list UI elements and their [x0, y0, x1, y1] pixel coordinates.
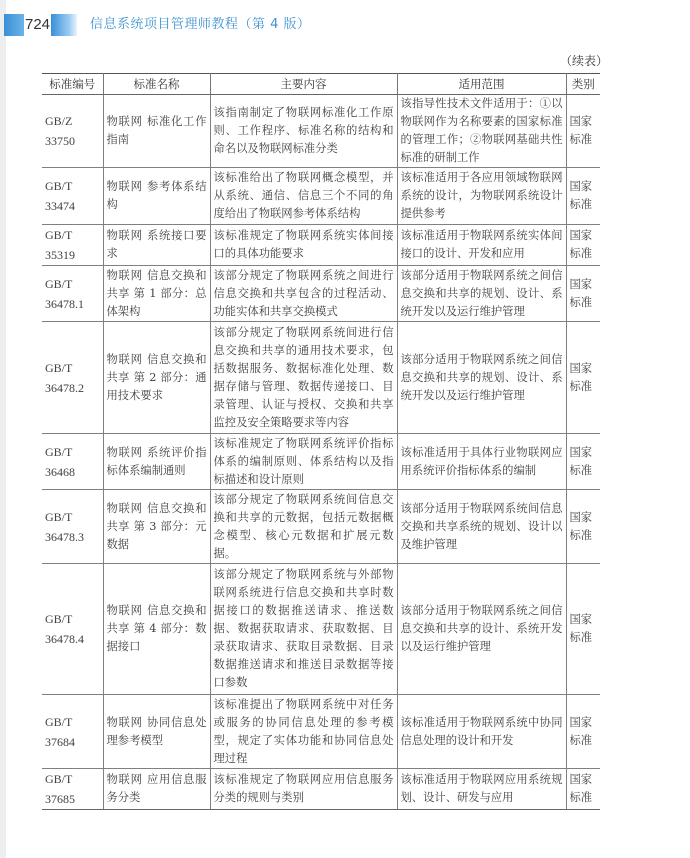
- cell-content: 该标准规定了物联网应用信息服务分类的规则与类别: [210, 769, 397, 810]
- cell-content: 该指南制定了物联网标准化工作原则、工作程序、标准名称的结构和命名以及物联网标准分类: [210, 95, 397, 168]
- page-edge: [0, 0, 6, 858]
- cell-scope: 该标准适用于物联网系统实体间接口的设计、开发和应用: [397, 225, 566, 266]
- book-title: 信息系统项目管理师教程（第 4 版）: [90, 17, 311, 32]
- cell-content: 该标准规定了物联网系统实体间接口的具体功能要求: [210, 225, 397, 266]
- cell-category: 国家 标准: [566, 769, 600, 810]
- column-header-content: 主要内容: [210, 74, 397, 95]
- column-header-scope: 适用范围: [397, 74, 566, 95]
- column-header-code: 标准编号: [42, 74, 103, 95]
- cell-name: 物联网 信息交换和共享 第 3 部分：元数据: [103, 490, 210, 564]
- cell-content: 该标准给出了物联网概念模型，并从系统、通信、信息三个不同的角度给出了物联网参考体系结构: [210, 168, 397, 225]
- cell-code: GB/Z 33750: [42, 95, 103, 168]
- table-row: [42, 490, 600, 564]
- cell-name: 物联网 协同信息处理参考模型: [103, 695, 210, 769]
- cell-category: 国家 标准: [566, 490, 600, 564]
- cell-category: 国家 标准: [566, 266, 600, 322]
- continued-label: （续表）: [560, 54, 609, 68]
- cell-name: 物联网 信息交换和共享 第 1 部分：总体架构: [103, 266, 210, 322]
- page-header: [0, 14, 690, 36]
- cell-code: GB/T 36478.1: [42, 266, 103, 322]
- column-header-category: 类别: [566, 74, 600, 95]
- cell-name: 物联网 应用信息服务分类: [103, 769, 210, 810]
- cell-category: 国家 标准: [566, 225, 600, 266]
- cell-code: GB/T 36478.3: [42, 490, 103, 564]
- cell-scope: 该部分适用于物联网系统之间信息交换和共享的规划、设计、系统开发以及运行维护管理: [397, 266, 566, 322]
- cell-code: GB/T 36478.4: [42, 564, 103, 695]
- cell-scope: 该标准适用于物联网系统中协同信息处理的设计和开发: [397, 695, 566, 769]
- cell-name: 物联网 参考体系结构: [103, 168, 210, 225]
- cell-category: 国家 标准: [566, 95, 600, 168]
- standards-table: [42, 73, 600, 810]
- cell-scope: 该标准适用于各应用领域物联网系统的设计，为物联网系统设计提供参考: [397, 168, 566, 225]
- cell-scope: 该部分适用于物联网系统间信息交换和共享系统的规划、设计以及维护管理: [397, 490, 566, 564]
- cell-name: 物联网 信息交换和共享 第 2 部分：通用技术要求: [103, 322, 210, 434]
- table-row: [42, 95, 600, 168]
- cell-category: 国家 标准: [566, 434, 600, 490]
- cell-code: GB/T 37685: [42, 769, 103, 810]
- page-number: 724: [25, 16, 51, 33]
- table-row: [42, 266, 600, 322]
- cell-scope: 该部分适用于物联网系统之间信息交换和共享的设计、系统开发以及运行维护管理: [397, 564, 566, 695]
- cell-content: 该部分规定了物联网系统间信息交换和共享的元数据，包括元数据概念模型、核心元数据和扩展元数据。: [210, 490, 397, 564]
- cell-code: GB/T 36468: [42, 434, 103, 490]
- cell-content: 该部分规定了物联网系统之间进行信息交换和共享包含的过程活动、功能实体和共享交换模式: [210, 266, 397, 322]
- cell-category: 国家 标准: [566, 168, 600, 225]
- table-header-row: [42, 74, 600, 95]
- cell-content: 该标准规定了物联网系统评价指标体系的编制原则、体系结构以及指标描述和设计原则: [210, 434, 397, 490]
- table-row: [42, 564, 600, 695]
- table-row: [42, 322, 600, 434]
- table-row: [42, 225, 600, 266]
- column-header-name: 标准名称: [103, 74, 210, 95]
- header-accent-bar: [4, 14, 24, 36]
- cell-category: 国家 标准: [566, 695, 600, 769]
- table-row: [42, 769, 600, 810]
- cell-scope: 该指导性技术文件适用于：①以物联网作为名称要素的国家标准的管理工作；②物联网基础共性标准的研制工作: [397, 95, 566, 168]
- cell-name: 物联网 信息交换和共享 第 4 部分：数据接口: [103, 564, 210, 695]
- cell-name: 物联网 系统接口要求: [103, 225, 210, 266]
- cell-category: 国家 标准: [566, 322, 600, 434]
- cell-name: 物联网 标准化工作指南: [103, 95, 210, 168]
- cell-category: 国家 标准: [566, 564, 600, 695]
- cell-code: GB/T 33474: [42, 168, 103, 225]
- cell-content: 该部分规定了物联网系统间进行信息交换和共享的通用技术要求，包括数据服务、数据标准化处理、数据存储与管理、数据传递接口、目录管理、认证与授权、交换和共享监控及安全策略要求等内容: [210, 322, 397, 434]
- table-row: [42, 434, 600, 490]
- table-row: [42, 168, 600, 225]
- cell-code: GB/T 36478.2: [42, 322, 103, 434]
- cell-code: GB/T 37684: [42, 695, 103, 769]
- cell-scope: 该标准适用于具体行业物联网应用系统评价指标体系的编制: [397, 434, 566, 490]
- table-row: [42, 695, 600, 769]
- cell-name: 物联网 系统评价指标体系编制通则: [103, 434, 210, 490]
- cell-content: 该标准提出了物联网系统中对任务或服务的协同信息处理的参考模型，规定了实体功能和协同信息处理过程: [210, 695, 397, 769]
- header-gradient-bar: [51, 14, 77, 36]
- cell-scope: 该标准适用于物联网应用系统规划、设计、研发与应用: [397, 769, 566, 810]
- cell-code: GB/T 35319: [42, 225, 103, 266]
- cell-scope: 该部分适用于物联网系统之间信息交换和共享的规划、设计、系统开发以及运行维护管理: [397, 322, 566, 434]
- cell-content: 该部分规定了物联网系统与外部物联网系统进行信息交换和共享时数据接口的数据推送请求、推送数据、数据获取请求、获取数据、目录获取请求、获取目录数据、目录数据推送请求和推送目录数据等接口参数: [210, 564, 397, 695]
